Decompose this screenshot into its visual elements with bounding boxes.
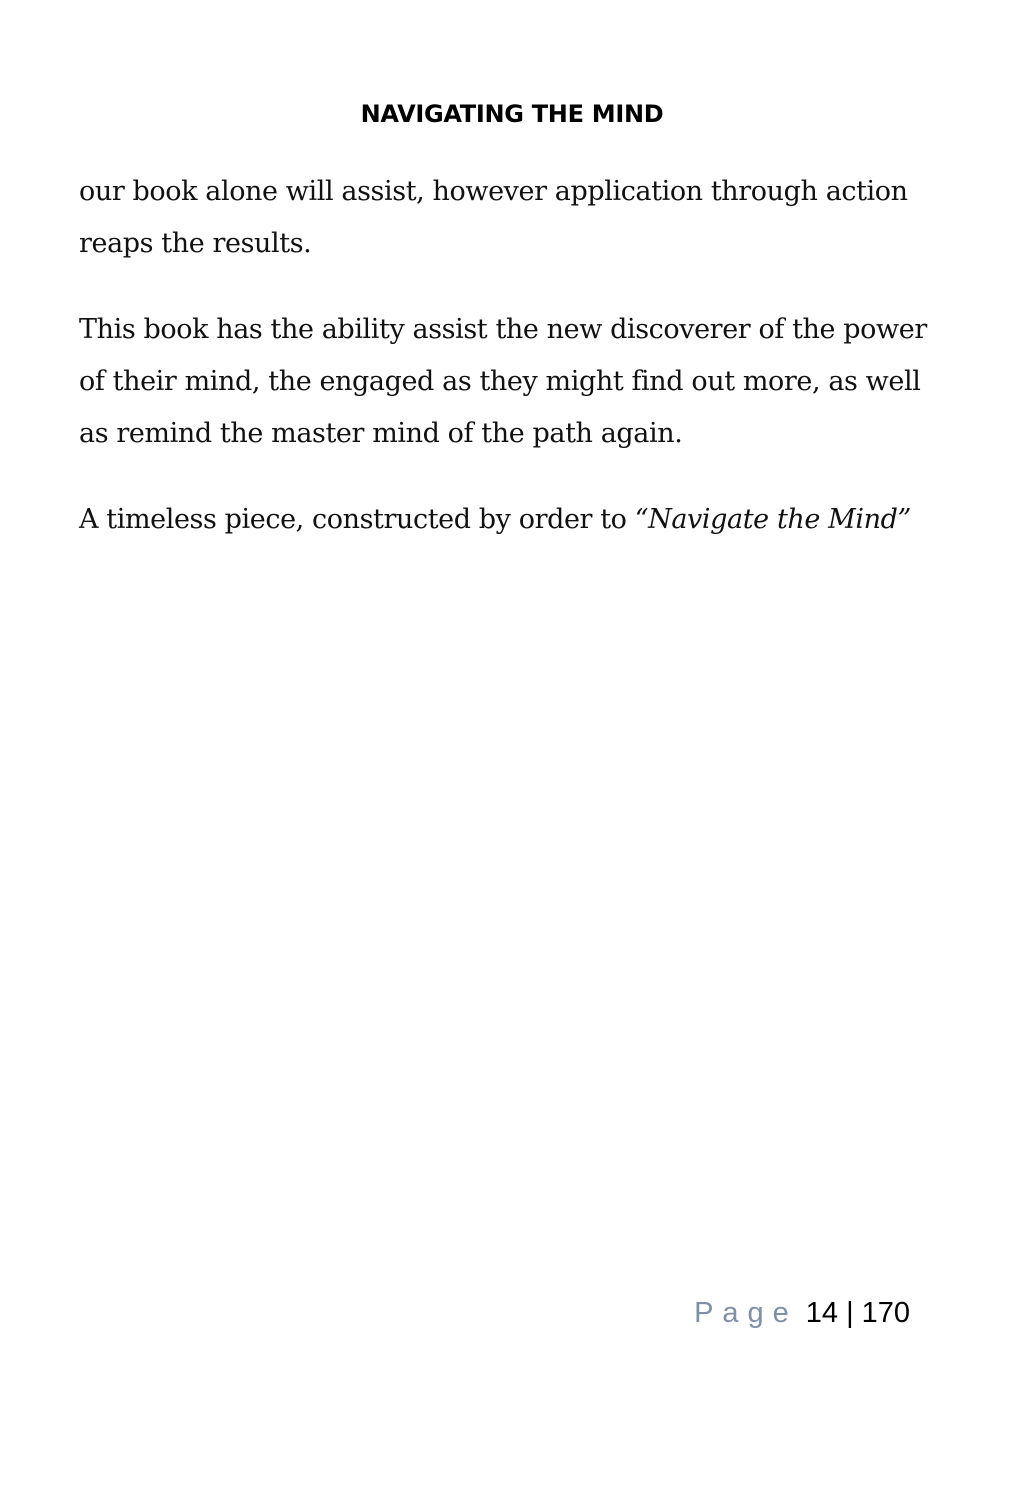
page-separator: | xyxy=(846,1297,854,1329)
total-pages: 170 xyxy=(861,1297,910,1329)
page-footer xyxy=(694,1297,910,1330)
body-text xyxy=(79,166,939,580)
paragraph-2: This book has the ability assist the new discoverer of the power of their mind, the engaged as they might find out more, as well as remind the master mind of the path again. xyxy=(79,314,927,449)
running-header: NAVIGATING THE MIND xyxy=(360,100,664,128)
paragraph-3-text: A timeless piece, constructed by order to xyxy=(79,504,635,535)
page-number: 14 xyxy=(805,1297,839,1329)
paragraph-3 xyxy=(79,494,939,546)
paragraph-1: our book alone will assist, however application through action reaps the results. xyxy=(79,176,908,259)
page-label: Page xyxy=(694,1297,798,1329)
italic-quote: “Navigate the Mind” xyxy=(634,504,911,535)
